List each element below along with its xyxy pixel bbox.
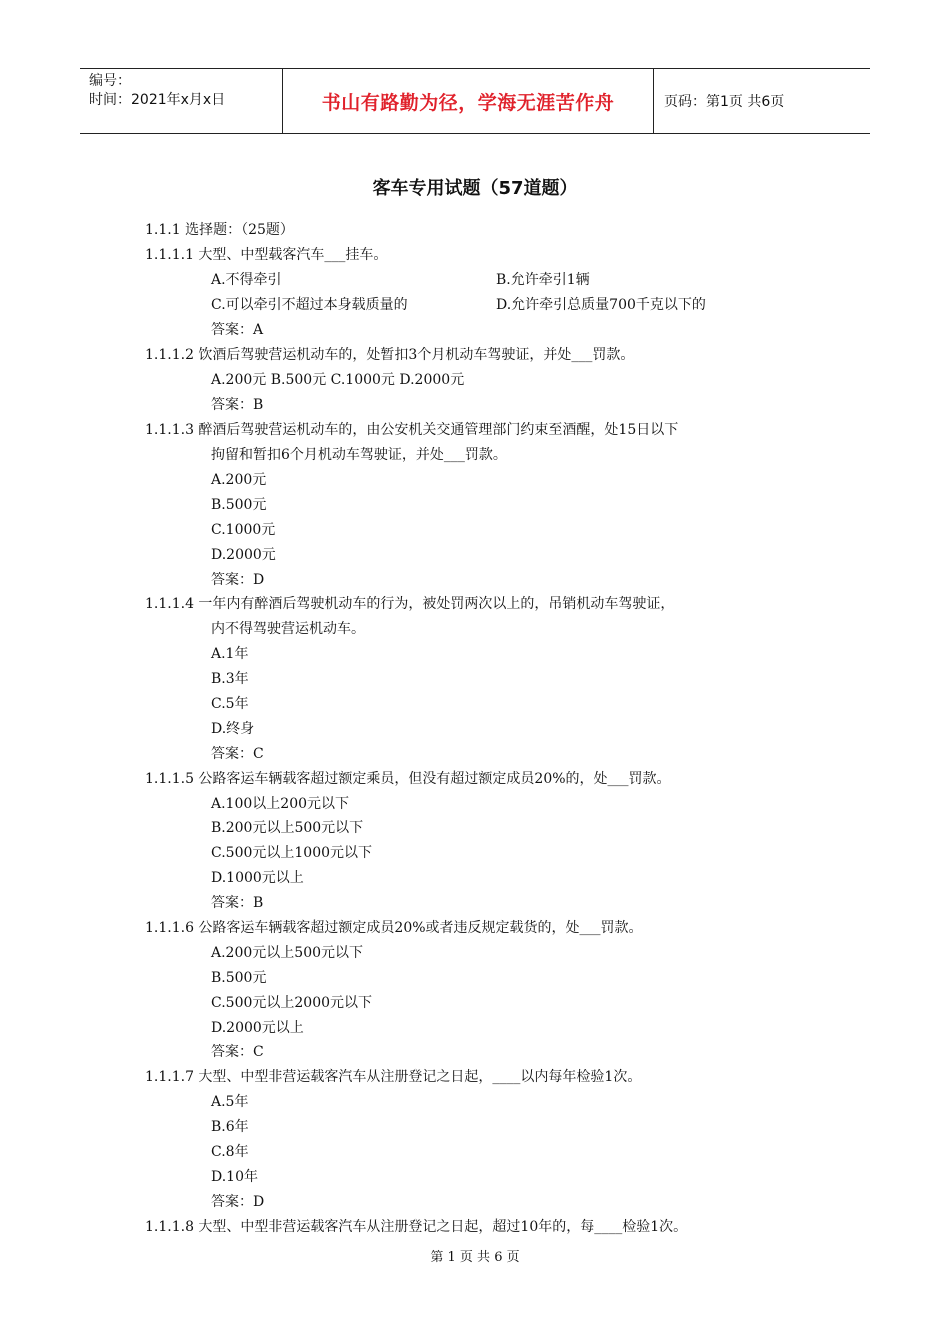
page-footer: 第 1 页 共 6 页 <box>430 1250 520 1265</box>
text-line: D.允许牵引总质量700千克以下的 <box>496 297 706 313</box>
header-motto-cell <box>282 69 654 133</box>
document-title: 客车专用试题（57道题） <box>372 178 578 199</box>
text-line: A.200元 B.500元 C.1000元 D.2000元 <box>211 372 465 388</box>
header-date: 时间：2021年x月x日 <box>89 92 226 108</box>
text-line: 答案：B <box>211 397 264 413</box>
header-meta <box>80 69 282 133</box>
header-motto: 书山有路勤为径，学海无涯苦作舟 <box>321 91 615 114</box>
text-line: 1.1.1.3 醉酒后驾驶营运机动车的，由公安机关交通管理部门约束至酒醒，处15日以下 <box>145 422 679 438</box>
text-line: 答案：C <box>211 1044 264 1060</box>
text-line: D.10年 <box>211 1169 258 1185</box>
text-line: 1.1.1.7 大型、中型非营运载客汽车从注册登记之日起，____以内每年检验1次。 <box>145 1069 642 1085</box>
text-line: A.100以上200元以下 <box>211 796 350 812</box>
text-line: A.不得牵引 <box>211 272 282 288</box>
text-line: B.500元 <box>211 970 267 986</box>
text-line: C.1000元 <box>211 522 276 538</box>
text-line: 答案：D <box>211 572 265 588</box>
text-line: 答案：B <box>211 895 264 911</box>
text-line: A.200元 <box>211 472 267 488</box>
text-line: 内不得驾驶营运机动车。 <box>211 621 365 637</box>
text-line: 1.1.1.5 公路客运车辆载客超过额定乘员，但没有超过额定成员20%的，处___罚款。 <box>145 771 671 787</box>
text-line: 1.1.1.4 一年内有醉酒后驾驶机动车的行为，被处罚两次以上的，吊销机动车驾驶证， <box>145 596 675 612</box>
text-line: B.允许牵引1辆 <box>496 272 590 288</box>
text-line: A.200元以上500元以下 <box>211 945 364 961</box>
text-line: D.1000元以上 <box>211 870 304 886</box>
text-line: 1.1.1.6 公路客运车辆载客超过额定成员20%或者违反规定载货的，处___罚款。 <box>145 920 643 936</box>
text-line: 答案：C <box>211 746 264 762</box>
text-line: C.8年 <box>211 1144 249 1160</box>
text-line: B.500元 <box>211 497 267 513</box>
text-line: C.500元以上2000元以下 <box>211 995 373 1011</box>
text-line: 1.1.1.2 饮酒后驾驶营运机动车的，处暂扣3个月机动车驾驶证，并处___罚款。 <box>145 347 635 363</box>
text-line: 1.1.1 选择题：（25题） <box>145 222 294 238</box>
text-line: B.3年 <box>211 671 249 687</box>
text-line: B.200元以上500元以下 <box>211 820 364 836</box>
text-line: 答案：D <box>211 1194 265 1210</box>
text-line: 1.1.1.8 大型、中型非营运载客汽车从注册登记之日起，超过10年的，每____检验1次。 <box>145 1219 688 1235</box>
text-line: A.1年 <box>211 646 249 662</box>
text-line: 答案：A <box>211 322 264 338</box>
text-line: B.6年 <box>211 1119 249 1135</box>
text-line: C.可以牵引不超过本身载质量的 <box>211 297 408 313</box>
text-line: C.5年 <box>211 696 249 712</box>
header-number-label: 编号： <box>89 73 131 89</box>
text-line: A.5年 <box>211 1094 249 1110</box>
text-line: D.2000元以上 <box>211 1020 304 1036</box>
text-line: 1.1.1.1 大型、中型载客汽车___挂车。 <box>145 247 388 263</box>
text-line: D.终身 <box>211 721 255 737</box>
page-header <box>80 68 870 134</box>
text-line: 拘留和暂扣6个月机动车驾驶证，并处___罚款。 <box>211 447 507 463</box>
header-page-info: 页码：第1页 共6页 <box>664 94 785 110</box>
text-line: C.500元以上1000元以下 <box>211 845 373 861</box>
text-line: D.2000元 <box>211 547 276 563</box>
